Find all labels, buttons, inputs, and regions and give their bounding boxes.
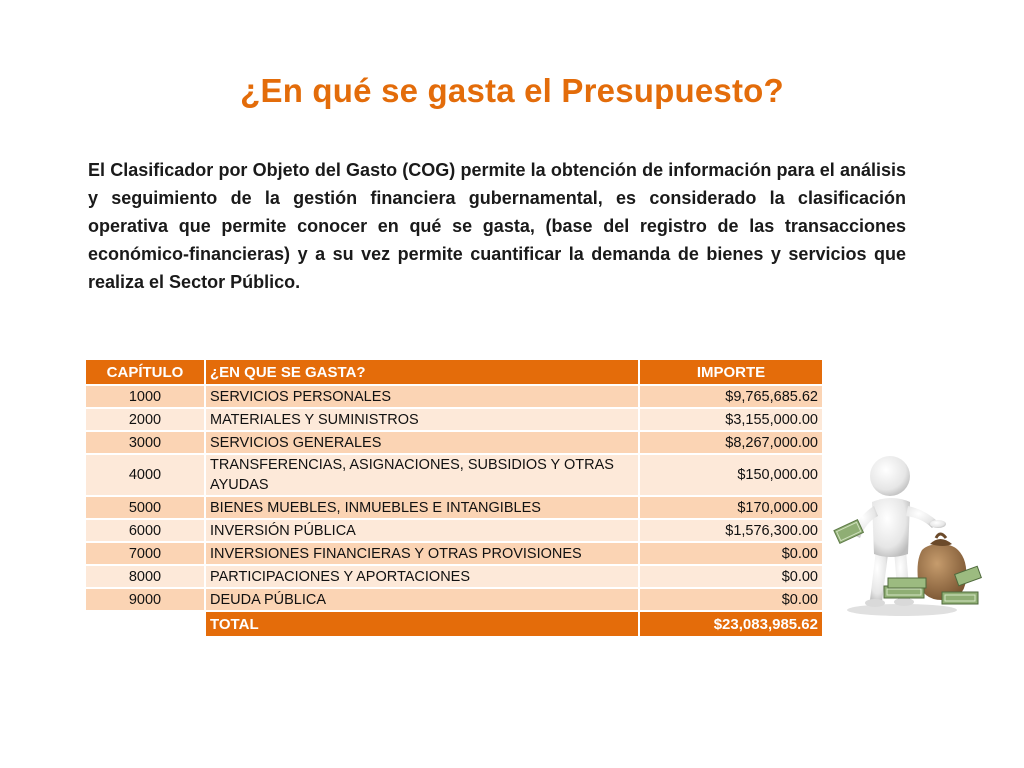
table-row — [86, 497, 824, 520]
amount-cell: $0.00 — [640, 589, 824, 612]
table-row — [86, 566, 824, 589]
concept-cell: DEUDA PÚBLICA — [206, 589, 640, 612]
table-row — [86, 543, 824, 566]
chapter-cell: 4000 — [86, 455, 206, 497]
concept-cell: PARTICIPACIONES Y APORTACIONES — [206, 566, 640, 589]
chapter-cell: 8000 — [86, 566, 206, 589]
amount-cell: $3,155,000.00 — [640, 409, 824, 432]
intro-paragraph: El Clasificador por Objeto del Gasto (COG) permite la obtención de información para el análisis y seguimiento de la gestión financiera gubernamental, es considerado la clasificación operativa que permite conocer en qué se gasta, (base del registro de las transacciones económico-financieras) y a su vez permite cuantificar la demanda de bienes y servicios que realiza el Sector Público. — [88, 160, 906, 292]
total-label: TOTAL — [206, 612, 640, 638]
concept-cell: INVERSIONES FINANCIERAS Y OTRAS PROVISIONES — [206, 543, 640, 566]
table-header-row — [86, 360, 824, 386]
chapter-cell: 2000 — [86, 409, 206, 432]
chapter-cell: 5000 — [86, 497, 206, 520]
concept-cell: SERVICIOS PERSONALES — [206, 386, 640, 409]
concept-cell: TRANSFERENCIAS, ASIGNACIONES, SUBSIDIOS Y OTRAS AYUDAS — [206, 455, 640, 497]
3d-figure-with-money-bag-and-cash-icon — [832, 450, 982, 620]
amount-cell: $9,765,685.62 — [640, 386, 824, 409]
header-amount: IMPORTE — [640, 360, 824, 386]
amount-cell: $170,000.00 — [640, 497, 824, 520]
amount-cell: $0.00 — [640, 566, 824, 589]
header-concept: ¿EN QUE SE GASTA? — [206, 360, 640, 386]
amount-cell: $150,000.00 — [640, 455, 824, 497]
total-amount: $23,083,985.62 — [640, 612, 824, 638]
table-row — [86, 432, 824, 455]
chapter-cell: 7000 — [86, 543, 206, 566]
total-row — [86, 612, 824, 638]
concept-cell: INVERSIÓN PÚBLICA — [206, 520, 640, 543]
table-row — [86, 455, 824, 497]
budget-table — [86, 360, 824, 638]
table-row — [86, 520, 824, 543]
chapter-cell: 6000 — [86, 520, 206, 543]
chapter-cell: 9000 — [86, 589, 206, 612]
total-blank-cell — [86, 612, 206, 638]
header-chapter: CAPÍTULO — [86, 360, 206, 386]
chapter-cell: 1000 — [86, 386, 206, 409]
page-title: ¿En qué se gasta el Presupuesto? — [240, 72, 784, 109]
table-row — [86, 386, 824, 409]
amount-cell: $0.00 — [640, 543, 824, 566]
amount-cell: $8,267,000.00 — [640, 432, 824, 455]
concept-cell: SERVICIOS GENERALES — [206, 432, 640, 455]
chapter-cell: 3000 — [86, 432, 206, 455]
table-row — [86, 589, 824, 612]
amount-cell: $1,576,300.00 — [640, 520, 824, 543]
concept-cell: MATERIALES Y SUMINISTROS — [206, 409, 640, 432]
table-row — [86, 409, 824, 432]
concept-cell: BIENES MUEBLES, INMUEBLES E INTANGIBLES — [206, 497, 640, 520]
